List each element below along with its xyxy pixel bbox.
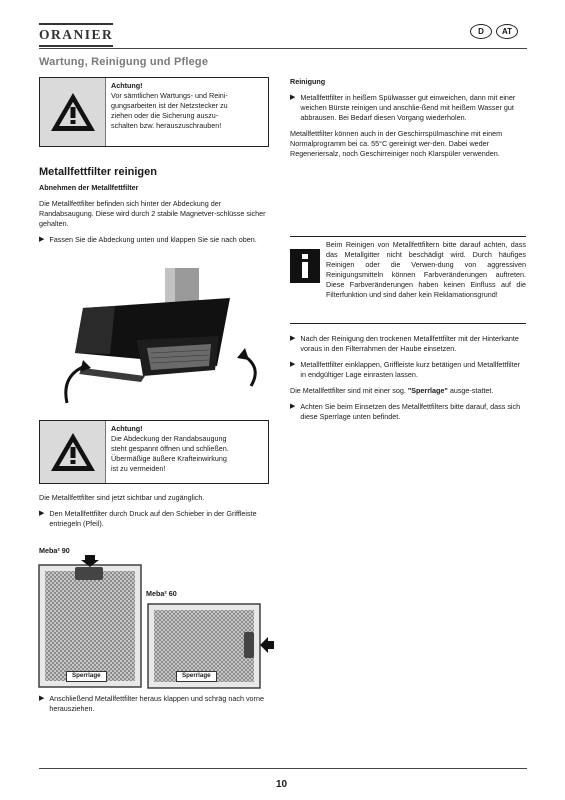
warning-heading: Achtung! bbox=[111, 424, 143, 433]
instruction-text: Fassen Sie die Abdeckung unten und klappen Sie sie nach oben. bbox=[49, 234, 257, 244]
instruction-item bbox=[39, 235, 269, 245]
instruction-item bbox=[39, 509, 269, 529]
warning-line: Übermäßige äußere Krafteinwirkung bbox=[111, 453, 227, 463]
instruction-text: Nach der Reinigung den trockenen Metallfettfilter mit der Hinterkante voraus in den Filterrahmen der Haube einsetzen. bbox=[300, 334, 519, 353]
left-column-middle bbox=[39, 493, 269, 529]
bullet-arrow-icon: ▶ bbox=[290, 335, 296, 342]
intro-paragraph: Die Metallfettfilter befinden sich hinter der Abdeckung der Randabsaugung. Diese wird durch 2 stabile Magnetver-schlüsse sicher gehalten. bbox=[39, 199, 266, 228]
warning-icon-cell bbox=[40, 421, 106, 483]
instruction-text: Achten Sie beim Einsetzen des Metallfettfilters bitte darauf, dass sich diese Sperrlage unten befindet. bbox=[300, 401, 521, 421]
instruction-item bbox=[290, 93, 526, 123]
left-column-top bbox=[39, 165, 269, 245]
text-fragment: ausge-stattet. bbox=[449, 385, 494, 395]
filter-90-illustration bbox=[37, 555, 145, 690]
warning-line: schalten bzw. herauszuschrauben! bbox=[111, 120, 222, 130]
paragraph-sperrlage bbox=[290, 386, 526, 396]
country-badge-at: AT bbox=[496, 24, 518, 39]
info-icon-cell bbox=[290, 237, 320, 323]
info-icon bbox=[290, 249, 320, 283]
instruction-text: Den Metallfettfilter durch Druck auf den Schieber in der Griffleiste entriegeln (Pfeil). bbox=[49, 508, 257, 528]
text-emphasis: "Sperrlage" bbox=[407, 385, 448, 395]
warning-box-power bbox=[39, 77, 269, 147]
instruction-item bbox=[290, 334, 526, 354]
instruction-text: Metallfettfilter einklappen, Griffleiste kurz betätigen und Metallfettfilter in endgültiger Lage einrasten lassen. bbox=[300, 359, 520, 379]
section-heading: Metallfettfilter reinigen bbox=[39, 166, 157, 178]
bullet-arrow-icon: ▶ bbox=[39, 695, 45, 702]
sperrlage-label: Sperrlage bbox=[176, 671, 217, 682]
country-badge-d: D bbox=[470, 24, 492, 39]
instruction-item bbox=[290, 402, 526, 422]
brand-logo bbox=[39, 26, 113, 45]
warning-line: gungsarbeiten ist der Netzstecker zu bbox=[111, 100, 228, 110]
paragraph: Die Metallfettfilter sind jetzt sichtbar und zugänglich. bbox=[39, 493, 205, 502]
warning-triangle-icon bbox=[49, 431, 97, 473]
header-divider bbox=[39, 48, 527, 49]
right-column-bottom bbox=[290, 334, 526, 422]
figure-label-60: Meba² 60 bbox=[146, 589, 177, 598]
warning-line: ziehen oder die Sicherung auszu- bbox=[111, 110, 219, 120]
bullet-arrow-icon: ▶ bbox=[39, 509, 45, 517]
warning-triangle-icon bbox=[49, 91, 97, 133]
instruction-item bbox=[290, 360, 526, 380]
info-text: Beim Reinigen von Metallfettfiltern bitte darauf achten, dass das Metallgitter nicht beschädigt wird. Durch häufiges Reinigen oder die Verwen-dung von aggressiven Reinigungsmitteln können Farbveränderungen auftreten. Diese Farbveränderungen haben keinen Einfluss auf die Filterfunktion und sind daher kein Reklamationsgrund! bbox=[326, 240, 526, 299]
warning-line: Vor sämtlichen Wartungs- und Reini- bbox=[111, 90, 228, 100]
right-column-top bbox=[290, 77, 526, 159]
warning-heading: Achtung! bbox=[111, 81, 143, 90]
hood-illustration bbox=[55, 268, 270, 408]
bullet-arrow-icon: ▶ bbox=[290, 402, 296, 410]
left-column-bottom bbox=[39, 694, 269, 714]
press-arrow-left-icon bbox=[260, 637, 274, 653]
text-fragment: Die Metallfettfilter sind mit einer sog. bbox=[290, 385, 406, 395]
warning-line: Die Abdeckung der Randabsaugung bbox=[111, 433, 227, 443]
instruction-text: Anschließend Metallfettfilter heraus klappen und schräg nach vorne herausziehen. bbox=[49, 694, 264, 713]
subheading: Abnehmen der Metallfettfilter bbox=[39, 183, 139, 193]
warning-box-cover bbox=[39, 420, 269, 484]
bullet-arrow-icon: ▶ bbox=[290, 93, 296, 101]
page-number: 10 bbox=[276, 779, 288, 790]
warning-line: ist zu vermeiden! bbox=[111, 463, 166, 473]
subheading-cleaning: Reinigung bbox=[290, 77, 326, 86]
bullet-arrow-icon: ▶ bbox=[290, 360, 296, 368]
sperrlage-label: Sperrlage bbox=[66, 671, 107, 682]
brand-name: ORANIER bbox=[39, 27, 114, 42]
warning-line: steht gespannt öffnen und schließen. bbox=[111, 443, 229, 453]
section-title: Wartung, Reinigung und Pflege bbox=[39, 56, 209, 68]
info-box bbox=[290, 236, 526, 324]
warning-icon-cell bbox=[40, 78, 106, 146]
footer-divider bbox=[39, 768, 527, 769]
bullet-arrow-icon: ▶ bbox=[39, 235, 45, 243]
instruction-text: Metallfettfilter in heißem Spülwasser gut einweichen, dann mit einer weichen Bürste reinigen und anschlie-ßend mit heißem Wasser gut abbrausen. Bei Bedarf diesen Vorgang wiederholen. bbox=[300, 92, 516, 122]
figure-label-90: Meba² 90 bbox=[39, 546, 70, 555]
paragraph: Metallfettfilter können auch in der Geschirrspülmaschine mit einem Normalprogramm bei ca. 55°C gereinigt wer-den. Dabei weder Regeneriersalz, noch Geschirreiniger noch Klarspüler verwenden. bbox=[290, 128, 503, 158]
instruction-item bbox=[39, 694, 269, 714]
